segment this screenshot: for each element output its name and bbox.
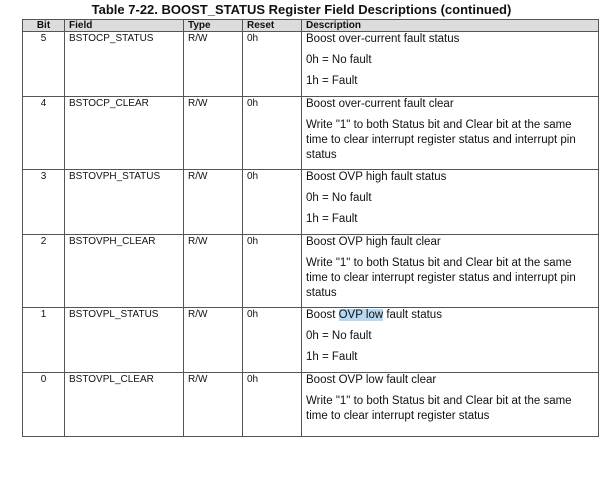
bit-cell: 3	[23, 170, 65, 235]
column-header-description: Description	[302, 20, 599, 32]
description-text: Boost	[306, 309, 339, 321]
description-line	[306, 308, 594, 323]
description-line: Boost OVP high fault status	[306, 171, 447, 183]
description-line: Boost over-current fault status	[306, 33, 460, 45]
field-cell: BSTOVPH_CLEAR	[65, 235, 184, 308]
table-row-bit-0	[23, 373, 599, 437]
reset-cell: 0h	[243, 32, 302, 97]
type-cell: R/W	[184, 170, 243, 235]
type-cell: R/W	[184, 308, 243, 373]
table-caption: Table 7-22. BOOST_STATUS Register Field Descriptions (continued)	[91, 2, 512, 17]
reset-cell: 0h	[243, 235, 302, 308]
type-cell: R/W	[184, 235, 243, 308]
description-line: 0h = No fault	[306, 54, 372, 66]
field-cell: BSTOCP_CLEAR	[65, 97, 184, 170]
column-header-type: Type	[184, 20, 243, 32]
table-row-bit-1	[23, 308, 599, 373]
description-line: Boost over-current fault clear	[306, 98, 454, 110]
bit-cell: 2	[23, 235, 65, 308]
type-cell: R/W	[184, 373, 243, 437]
field-cell: BSTOVPH_STATUS	[65, 170, 184, 235]
description-text: fault status	[383, 309, 442, 321]
description-line: 0h = No fault	[306, 192, 372, 204]
table-row-bit-4	[23, 97, 599, 170]
reset-cell: 0h	[243, 373, 302, 437]
bit-cell: 0	[23, 373, 65, 437]
field-cell: BSTOCP_STATUS	[65, 32, 184, 97]
field-cell: BSTOVPL_STATUS	[65, 308, 184, 373]
column-header-reset: Reset	[243, 20, 302, 32]
bit-cell: 1	[23, 308, 65, 373]
description-line: Write "1" to both Status bit and Clear bit at the same time to clear interrupt register status and interrupt pin status	[306, 257, 576, 299]
table-row-bit-2	[23, 235, 599, 308]
reset-cell: 0h	[243, 308, 302, 373]
reset-cell: 0h	[243, 170, 302, 235]
bit-cell: 5	[23, 32, 65, 97]
description-cell	[302, 308, 599, 373]
description-line: 1h = Fault	[306, 213, 358, 225]
description-cell	[302, 235, 599, 308]
type-cell: R/W	[184, 97, 243, 170]
description-line: Boost OVP low fault clear	[306, 374, 437, 386]
table-row-bit-5	[23, 32, 599, 97]
description-line: 1h = Fault	[306, 351, 358, 363]
description-line: 0h = No fault	[306, 330, 372, 342]
bit-cell: 4	[23, 97, 65, 170]
type-cell: R/W	[184, 32, 243, 97]
table-row-bit-3	[23, 170, 599, 235]
reset-cell: 0h	[243, 97, 302, 170]
description-line: Write "1" to both Status bit and Clear bit at the same time to clear interrupt register status and interrupt pin status	[306, 119, 576, 161]
column-header-field: Field	[65, 20, 184, 32]
description-line: Write "1" to both Status bit and Clear bit at the same time to clear interrupt register status	[306, 395, 572, 422]
field-cell: BSTOVPL_CLEAR	[65, 373, 184, 437]
table-header-row	[23, 20, 599, 32]
description-cell	[302, 32, 599, 97]
column-header-bit: Bit	[23, 20, 65, 32]
description-cell	[302, 170, 599, 235]
text-selection-highlight: OVP low	[338, 309, 384, 321]
register-field-table	[22, 19, 599, 437]
description-line: 1h = Fault	[306, 75, 358, 87]
description-line: Boost OVP high fault clear	[306, 236, 441, 248]
description-cell	[302, 97, 599, 170]
description-cell	[302, 373, 599, 437]
